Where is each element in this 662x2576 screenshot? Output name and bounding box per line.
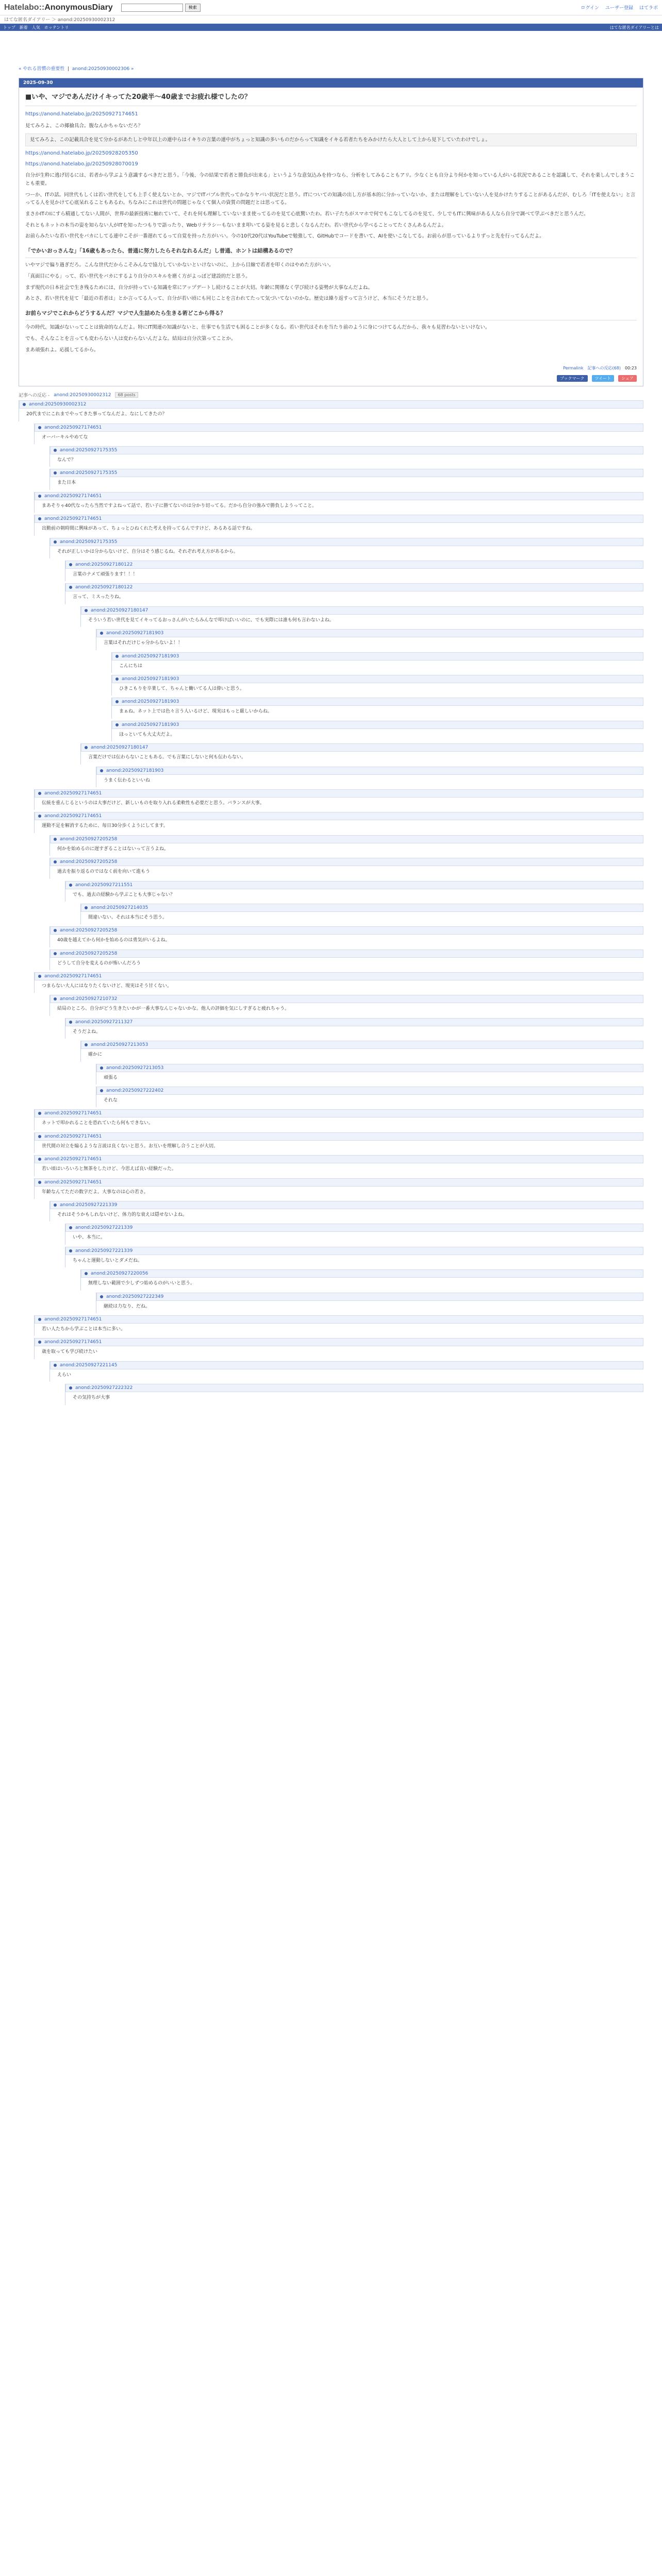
- tweet-button[interactable]: ツイート: [592, 375, 615, 382]
- reply-header: [65, 1018, 643, 1026]
- reply-body: いや、本当に。: [73, 1235, 105, 1241]
- reply-body: 間違いない。それは本当にそう思う。: [88, 914, 168, 920]
- reply-body: 運動不足を解消するために、毎日30分歩くようにしてます。: [42, 823, 168, 829]
- reply-id-link[interactable]: anond:20250927213053: [106, 1065, 164, 1071]
- reply-body: そうだよね。: [73, 1029, 101, 1035]
- reply-bullet-icon: [100, 769, 103, 772]
- reply-bullet-icon: [69, 1226, 72, 1229]
- reply-body: その気持ちが大事: [73, 1395, 110, 1401]
- reply-body: 確かに: [88, 1052, 103, 1058]
- nav-popular[interactable]: 人気: [31, 25, 40, 30]
- reply-header: [81, 1041, 643, 1049]
- reply-bullet-icon: [38, 517, 41, 520]
- reply-id-link[interactable]: anond:20250927174651: [44, 1133, 102, 1139]
- reply-id-link[interactable]: anond:20250927210732: [60, 996, 118, 1002]
- entry-link-2[interactable]: https://anond.hatelabo.jp/20250928205350: [25, 150, 138, 157]
- reply-bullet-icon: [115, 700, 119, 703]
- reply-id-link[interactable]: anond:20250927181903: [122, 699, 179, 705]
- reply-header: [50, 835, 643, 843]
- reply-bullet-icon: [54, 952, 57, 955]
- login-link[interactable]: ログイン: [581, 6, 599, 11]
- entry-para-10: あとさ、若い世代を見て「最近の若者は」とか言ってる人って、自分が若い頃にも同じことを言われてたって気づいてないのかな。歴史は繰り返すって言うけど、本当にそうだと思う。: [25, 296, 432, 302]
- reply-item: [49, 858, 643, 878]
- reply-bullet-icon: [38, 1318, 41, 1321]
- reply-item: [80, 606, 643, 627]
- reply-tree: [19, 400, 643, 1404]
- reply-header: [35, 789, 643, 798]
- reply-item: [34, 492, 643, 513]
- reply-item: [65, 1247, 643, 1267]
- reply-item: [34, 1338, 643, 1359]
- reply-body: つまらない大人にはなりたくないけど、現実はそう甘くない。: [42, 984, 172, 989]
- reply-header: [19, 400, 643, 409]
- nav-top[interactable]: トップ: [3, 25, 15, 30]
- reply-header: [112, 698, 643, 706]
- entry-link-1[interactable]: https://anond.hatelabo.jp/20250927174651: [25, 111, 138, 117]
- reply-id-link[interactable]: anond:20250927221145: [60, 1362, 118, 1368]
- reply-id-link[interactable]: anond:20250927181903: [106, 768, 164, 773]
- reply-item: [49, 469, 643, 489]
- reply-body: 継続は力なり、だね。: [104, 1303, 151, 1309]
- reply-bullet-icon: [38, 792, 41, 795]
- reply-item: [34, 789, 643, 810]
- reply-body: なんで？: [57, 457, 76, 463]
- reply-id-link[interactable]: anond:20250927174651: [44, 1157, 102, 1162]
- reply-body: 無理しない範囲で少しずつ始めるのがいいと思う。: [88, 1281, 195, 1286]
- reply-body: 出勤前の朝時間に興味があって、ちょっとひねくれた考えを持ってるんですけど、あるある話ですね。: [42, 526, 255, 532]
- reply-item: [111, 721, 643, 741]
- reply-id-link[interactable]: anond:20250927205258: [60, 836, 118, 842]
- reply-body: まあそりゃ40代なったら当然ですよねって話で、若い子に勝てないのは分かり切ってる。だから自分の強みで勝負しようってこと。: [42, 503, 317, 509]
- entry-link-3[interactable]: https://anond.hatelabo.jp/20250928070019: [25, 161, 138, 167]
- reply-id-link[interactable]: anond:20250927174651: [44, 425, 102, 430]
- reply-header: [35, 972, 643, 980]
- reply-item: [96, 629, 643, 650]
- reply-body: 世代間の対立を煽るような言説は良くないと思う。お互いを理解し合うことが大切。: [42, 1143, 219, 1149]
- reply-bullet-icon: [69, 1021, 72, 1024]
- reply-id-link[interactable]: anond:20250927181903: [122, 676, 179, 682]
- reply-item: [34, 1178, 643, 1199]
- reply-header: [35, 423, 643, 432]
- reply-bullet-icon: [69, 586, 72, 589]
- reply-body: それが正しいかは分からないけど、自分はそう感じるね。それぞれ考え方があるから。: [57, 549, 239, 554]
- reply-id-link[interactable]: anond:20250927213053: [91, 1042, 148, 1048]
- reply-item: [34, 812, 643, 833]
- reply-bullet-icon: [100, 1089, 103, 1092]
- reply-item: [65, 1384, 643, 1404]
- reply-item: [96, 1293, 643, 1313]
- logo-left: Hatelabo: [4, 3, 39, 12]
- entry-para-6: お前らみたいな若い世代をバカにしてる連中こそが一番遅れてるって自覚を持った方がいい。今の10代20代はYouTubeで勉強して、GitHubでコードを書いて、AIを使いこなしてる。お前らが思っているよりずっと先を行ってるんだよ。: [25, 233, 544, 240]
- entry-quote-1: 見てみろよ、この記載具合を見て分かるがあたしと中年以上の連中らはイキりの言葉の連中がちょっと知識の多いものだからって知識をイキる若者たちをみかけたら大人として上から見下していたわけでしょ。: [25, 133, 637, 147]
- reply-bullet-icon: [115, 677, 119, 681]
- entry-para-3: つーか、ITの話。同世代もしくは若い世代をしても上手く使えないとか、マジでITバブル世代ってかなりヤバい状況だと思う。ITについての知識の出し方が基本的に分かっていないか、または理解をしていない人を見かけたりすることがあるんだが、むしろ「ITを使えない」と言ってる人を見かけて心底呆れることもあるわ。ちなみにこれは世代の問題じゃなくて個人の資質の問題だとは思ってる。: [25, 192, 636, 206]
- reply-body: 過去を振り返るのではなく前を向いて進もう: [57, 869, 151, 875]
- search-form: [121, 4, 201, 12]
- reply-body: それな: [104, 1098, 118, 1104]
- reply-header: [50, 1201, 643, 1209]
- reply-header: [81, 606, 643, 615]
- entry-container: [19, 78, 643, 386]
- breadcrumb: はてな匿名ダイアリー ＞ anond:20250930002312: [4, 18, 115, 23]
- reply-body: オーバーキルやめてな: [42, 434, 88, 440]
- reply-bullet-icon: [54, 838, 57, 841]
- reply-header: [35, 1315, 643, 1324]
- reply-header: [35, 492, 643, 500]
- reply-id-link[interactable]: anond:20250927174651: [44, 516, 102, 522]
- reply-body: 何かを始めるのに遅すぎることはないって言うよね。: [57, 846, 169, 852]
- reply-body: ひきこもりを卒業して、ちゃんと働いてる人は偉いと思う。: [119, 686, 244, 691]
- reply-bullet-icon: [54, 449, 57, 452]
- reply-item: [65, 1224, 643, 1244]
- search-input[interactable]: [121, 4, 183, 12]
- share-buttons: [19, 375, 643, 386]
- reply-item: [111, 652, 643, 673]
- reply-bullet-icon: [54, 1204, 57, 1207]
- reply-item: [34, 1132, 643, 1153]
- trackback-count-badge: 68 posts: [115, 392, 138, 398]
- reply-body: うまく伝わるといいね: [104, 777, 151, 783]
- reply-id-link[interactable]: anond:20250930002312: [29, 402, 87, 408]
- reply-header: [65, 561, 643, 569]
- reply-item: [80, 1041, 643, 1061]
- reply-item: [49, 1201, 643, 1222]
- reply-id-link[interactable]: anond:20250927211551: [75, 882, 133, 888]
- reply-id-link[interactable]: anond:20250927181903: [106, 631, 164, 636]
- reply-item: [111, 675, 643, 696]
- reply-body: 歳を取っても学び続けたい: [42, 1349, 98, 1355]
- reply-bullet-icon: [38, 426, 41, 429]
- reply-body: 結局のところ、自分がどう生きたいかが一番大事なんじゃないかな。他人の評価を気にしすぎると疲れちゃう。: [57, 1006, 290, 1012]
- reply-id-link[interactable]: anond:20250927174651: [44, 1111, 102, 1116]
- reply-id-link[interactable]: anond:20250927221339: [60, 1202, 118, 1208]
- reply-id-link[interactable]: anond:20250927174651: [44, 974, 102, 979]
- reply-item: [65, 881, 643, 902]
- reply-body: こんにちは: [119, 663, 143, 669]
- entry-subheading-2: お前らマジでこれからどうするんだ？マジで人生詰めたら生きる術どこから得る？: [25, 309, 637, 320]
- entry-title: [25, 92, 637, 106]
- reply-header: [50, 858, 643, 866]
- entry-time: 00:23: [624, 366, 637, 371]
- reply-bullet-icon: [69, 884, 72, 887]
- nav-about[interactable]: はてな匿名ダイアリーとは: [609, 25, 659, 30]
- reply-id-link[interactable]: anond:20250927180122: [75, 562, 133, 568]
- search-button[interactable]: 検索: [185, 4, 201, 12]
- reply-header: [50, 1361, 643, 1369]
- signup-link[interactable]: ユーザー登録: [605, 6, 633, 11]
- reply-bullet-icon: [69, 563, 72, 566]
- reply-body: また日本: [57, 480, 76, 486]
- site-header: [0, 0, 662, 15]
- reply-bullet-icon: [38, 1341, 41, 1344]
- reply-body: でも、過去の経験から学ぶことも大事じゃない？: [73, 892, 175, 897]
- reply-header: [35, 515, 643, 523]
- reply-header: [81, 743, 643, 752]
- entry-body: [19, 88, 643, 363]
- permalink[interactable]: Permalink: [563, 366, 584, 371]
- site-logo[interactable]: [4, 3, 113, 12]
- reply-item: [80, 904, 643, 924]
- reply-id-link[interactable]: anond:20250927205258: [60, 928, 118, 934]
- reply-bullet-icon: [54, 860, 57, 863]
- reply-body: ほっといても大丈夫だよ。: [119, 732, 175, 737]
- reply-item: [65, 1018, 643, 1039]
- pager: « やれる習慣の重要性 | anond:20250930002306 »: [19, 66, 134, 72]
- reply-header: [50, 950, 643, 958]
- reply-bullet-icon: [85, 746, 88, 749]
- reply-id-link[interactable]: anond:20250927222322: [75, 1385, 133, 1391]
- entry-para-9: まず現代の日本社会で生き残るためには、自分が持っている知識を常にアップデートし続けることが大切。年齢に関係なく学び続ける姿勢が大事なんだよね。: [25, 284, 373, 291]
- reply-item: [34, 1155, 643, 1176]
- reply-bullet-icon: [69, 1249, 72, 1252]
- reply-item: [49, 1361, 643, 1382]
- reply-item: [34, 423, 643, 444]
- reply-id-link[interactable]: anond:20250927214035: [91, 905, 148, 910]
- reply-bullet-icon: [54, 997, 57, 1001]
- reply-header: [65, 1224, 643, 1232]
- reply-header: [112, 652, 643, 660]
- reply-bullet-icon: [54, 540, 57, 544]
- header-links: [581, 4, 658, 11]
- reply-item: [49, 926, 643, 947]
- nav-hot[interactable]: ホッテントリ: [44, 25, 69, 30]
- reply-bullet-icon: [54, 1364, 57, 1367]
- entry-para-8: 「真面目にやる」って、若い世代をバカにするより自分のスキルを磨く方がよっぽど建設的だと思う。: [25, 273, 251, 279]
- reply-header: [96, 1064, 643, 1072]
- trackback-anchor[interactable]: anond:20250930002312: [54, 392, 111, 398]
- reply-header: [50, 995, 643, 1003]
- reply-id-link[interactable]: anond:20250927181903: [122, 722, 179, 727]
- reply-id-link[interactable]: anond:20250927180147: [91, 607, 148, 613]
- reply-id-link[interactable]: anond:20250927222402: [106, 1088, 164, 1094]
- logo-sep: ::: [39, 3, 45, 12]
- reply-item: [34, 972, 643, 993]
- reply-bullet-icon: [100, 1295, 103, 1298]
- entry-para-1: 見てみろよ、この揶揄具合。腹なんかちゃないだろ？: [25, 123, 143, 129]
- reply-bullet-icon: [85, 609, 88, 612]
- reply-header: [65, 881, 643, 889]
- entry-subheading-1: 「でかいおっさんな」「16歳もあったら、普通に努力したらそれなれるんだ」し普通、ホントは結構あるので？: [25, 247, 637, 258]
- reply-id-link[interactable]: anond:20250927220056: [91, 1271, 148, 1277]
- reply-item: [49, 995, 643, 1015]
- trackback-header: [19, 392, 643, 398]
- reply-header: [96, 1293, 643, 1301]
- reply-header: [35, 812, 643, 820]
- reply-item: [65, 561, 643, 581]
- reply-bullet-icon: [38, 1181, 41, 1184]
- reply-item: [49, 950, 643, 970]
- reply-item: [96, 1064, 643, 1084]
- reply-bullet-icon: [38, 495, 41, 498]
- reactions-link[interactable]: 記事への反応(68): [587, 366, 621, 371]
- reply-item: [49, 538, 643, 558]
- reply-id-link[interactable]: anond:20250927174651: [44, 790, 102, 796]
- reply-header: [50, 469, 643, 477]
- reply-body: えらい: [57, 1372, 72, 1378]
- prev-entry-link[interactable]: « やれる習慣の重要性: [19, 66, 65, 72]
- reply-item: [49, 835, 643, 856]
- reply-item: [80, 1269, 643, 1290]
- reply-body: まぁね。ネット上では色々言う人いるけど、現実はもっと厳しいからね。: [119, 709, 273, 715]
- reply-id-link[interactable]: anond:20250927174651: [44, 814, 102, 819]
- hatelabo-link[interactable]: はてラボ: [639, 6, 658, 11]
- reply-header: [96, 1087, 643, 1095]
- reply-header: [96, 767, 643, 775]
- reply-header: [50, 926, 643, 935]
- entry-para-12: でも、そんなことを言っても変わらない人は変わらないんだよな。結局は自分次第ってことか。: [25, 335, 236, 342]
- entry-para-7: いやマジで偏り過ぎだろ。こんな世代だからこそみんなで協力していかないといけないのに、上から目線で若者を叩くのはやめた方がいい。: [25, 262, 334, 268]
- trackback-label: 記事への反応 -: [19, 393, 50, 399]
- reply-body: 頑張る: [104, 1075, 118, 1080]
- reply-bullet-icon: [38, 975, 41, 978]
- reply-bullet-icon: [100, 632, 103, 635]
- reply-header: [35, 1155, 643, 1163]
- reply-item: [34, 515, 643, 535]
- reply-header: [35, 1109, 643, 1117]
- reply-id-link[interactable]: anond:20250927181903: [122, 653, 179, 659]
- reply-bullet-icon: [85, 1043, 88, 1046]
- reply-id-link[interactable]: anond:20250927175355: [60, 448, 118, 453]
- reply-body: ネットで叩かれることを恐れていたら何もできない。: [42, 1121, 154, 1126]
- reply-item: [96, 767, 643, 787]
- reply-body: ちゃんと運動しないとダメだね。: [73, 1258, 143, 1263]
- reply-header: [35, 1178, 643, 1187]
- reply-header: [112, 675, 643, 683]
- reply-header: [65, 1384, 643, 1392]
- entry-para-4: まさかITのIにすら精通してない人間が、世界の最新技術に触れていて、それを何も理解していないまま使ってるのを見て心底驚いたわ。若い子たちがスマホで何でもこなしてるのを見て、少しでもITに興味がある人なら自分で調べて学ぶべきだと思うんだ。: [25, 211, 589, 217]
- reply-item: [96, 1087, 643, 1107]
- reply-header: [35, 1338, 643, 1346]
- reply-header: [35, 1132, 643, 1141]
- reply-item: [111, 698, 643, 718]
- reply-body: 若い人たちから学ぶことは本当に多い。: [42, 1326, 126, 1332]
- reply-body: どうして自分を変えるのが怖いんだろう: [57, 960, 141, 966]
- reply-header: [81, 1269, 643, 1278]
- reply-id-link[interactable]: anond:20250927175355: [60, 539, 118, 545]
- reply-bullet-icon: [38, 1135, 41, 1138]
- nav-new[interactable]: 新着: [19, 25, 28, 30]
- logo-right: AnonymousDiary: [44, 3, 113, 12]
- reply-body: それはそうかもしれないけど、体力的な衰えは隠せないよね。: [57, 1212, 188, 1217]
- reply-item: [49, 446, 643, 467]
- reply-id-link[interactable]: anond:20250927221339: [75, 1225, 133, 1231]
- reply-header: [81, 904, 643, 912]
- reply-item: [34, 1109, 643, 1130]
- entry-para-13: まあ頑張れよ。応援してるから。: [25, 347, 99, 353]
- reply-item: [34, 1315, 643, 1336]
- reply-bullet-icon: [38, 815, 41, 818]
- reply-item: [19, 400, 643, 421]
- reply-id-link[interactable]: anond:20250927180122: [75, 585, 133, 590]
- reply-bullet-icon: [69, 1386, 72, 1389]
- reply-id-link[interactable]: anond:20250927205258: [60, 859, 118, 865]
- reply-body: そういう若い世代を見てイキってるおっさんがいたらみんなで叩けばいいのに、でも実際には誰も何も言わないよね。: [88, 617, 334, 623]
- reply-header: [50, 538, 643, 546]
- reply-id-link[interactable]: anond:20250927222349: [106, 1294, 164, 1299]
- breadcrumb-bar: [0, 15, 662, 24]
- reply-header: [50, 446, 643, 454]
- reply-bullet-icon: [85, 1272, 88, 1275]
- reply-id-link[interactable]: anond:20250927174651: [44, 1179, 102, 1185]
- reply-body: 言葉だけでは伝わらないこともある。でも言葉にしないと何も伝わらない。: [88, 755, 246, 760]
- reply-body: 言葉はそれだけじゃ分からないよ！！: [104, 640, 183, 646]
- next-entry-link[interactable]: anond:20250930002306 »: [72, 66, 134, 72]
- share-button[interactable]: シェア: [618, 375, 637, 382]
- reply-body: 20代までにこれまでやってきた事ってなんだよ、なにしてきたの？: [26, 412, 167, 417]
- reply-bullet-icon: [38, 1158, 41, 1161]
- reply-item: [80, 743, 643, 764]
- entry-footer: [19, 363, 643, 375]
- bookmark-button[interactable]: ブックマーク: [557, 375, 587, 382]
- reply-id-link[interactable]: anond:20250927211327: [75, 1019, 133, 1025]
- reply-id-link[interactable]: anond:20250927175355: [60, 470, 118, 476]
- reply-id-link[interactable]: anond:20250927174651: [44, 493, 102, 499]
- reply-bullet-icon: [23, 403, 26, 406]
- reply-bullet-icon: [54, 471, 57, 474]
- reply-header: [65, 583, 643, 591]
- reply-id-link[interactable]: anond:20250927221339: [75, 1248, 133, 1253]
- reply-id-link[interactable]: anond:20250927180147: [91, 745, 148, 751]
- reply-header: [96, 629, 643, 637]
- entry-date: 2025-09-30: [19, 78, 643, 88]
- reply-body: 若い頃はいろいろと無茶をしたけど、今思えば良い経験だった。: [42, 1166, 177, 1172]
- reply-item: [65, 583, 643, 604]
- reply-bullet-icon: [100, 1066, 103, 1070]
- entry-title-text[interactable]: ■いや、マジであんだけイキってた20歳半〜40歳までお疲れ様でしたの？: [25, 93, 251, 101]
- entry-para-2: 自分が生粋に逃げ切るには、若者から学ぶよう意識するべきだと思う。「今後、今の結果で若者と勝負が出来る」というような意気込みを持つなら、分析をしてみることもアリ。少なくとも自分より何かを知っている人がいる状況であることを認識して、それを楽しんでしまうことも重要。: [25, 173, 635, 187]
- reply-bullet-icon: [54, 929, 57, 932]
- reply-body: 言って、ミスったりね。: [73, 595, 124, 600]
- reply-header: [112, 721, 643, 729]
- reply-body: 年齢なんてただの数字だよ。大事なのは心の若さ。: [42, 1189, 148, 1195]
- reply-bullet-icon: [85, 906, 88, 909]
- reply-bullet-icon: [115, 655, 119, 658]
- nav-bar: [0, 24, 662, 31]
- reply-id-link[interactable]: anond:20250927174651: [44, 1340, 102, 1345]
- entry-para-5: それともネットの本当の姿を知らない人がITを知ったつもりで語ったり、Webリテラシーもないまま叩いてる姿を見ると悲しくなるんだわ。若い世代から学べることってたくさんあるんだよ。: [25, 222, 447, 228]
- reply-body: 40歳を越えてから何かを始めるのは勇気がいるよね。: [57, 938, 170, 943]
- reply-body: 伝統を重んじるというのは大事だけど、新しいものを取り入れる柔軟性も必要だと思う。バランスが大事。: [42, 800, 264, 806]
- reply-bullet-icon: [115, 723, 119, 726]
- reply-header: [65, 1247, 643, 1255]
- reply-bullet-icon: [38, 1112, 41, 1115]
- reply-id-link[interactable]: anond:20250927174651: [44, 1316, 102, 1322]
- reply-body: 言葉のナメて頑張ります！！！: [73, 572, 138, 578]
- entry-para-11: 今の時代、知識がないってことは致命的なんだよ。特にIT関連の知識がないと、仕事でも生活でも困ることが多くなる。若い世代はそれを当たり前のように身につけてるんだから、我々も見習わないといけない。: [25, 325, 490, 331]
- reply-id-link[interactable]: anond:20250927205258: [60, 951, 118, 956]
